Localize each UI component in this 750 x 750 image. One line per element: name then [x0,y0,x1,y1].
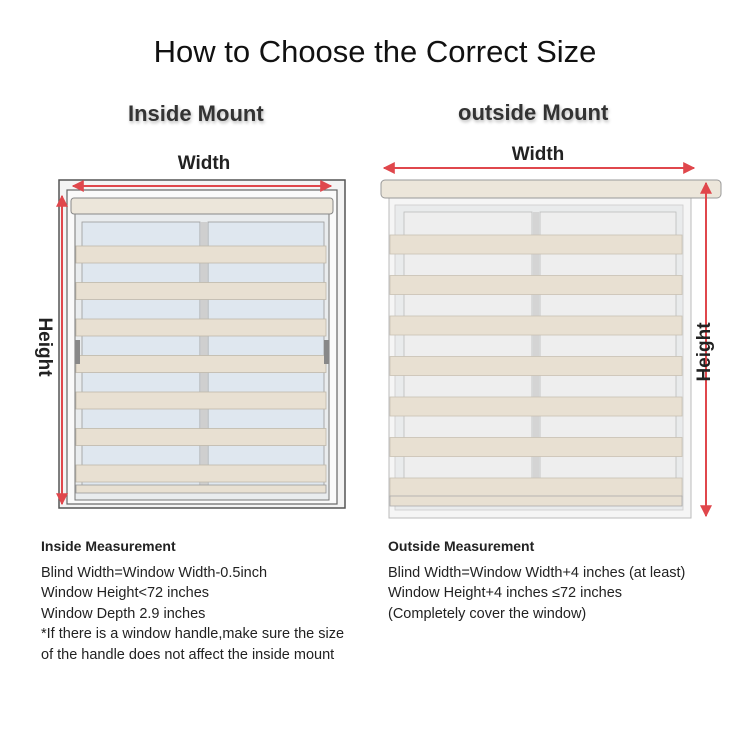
outside-line: Window Height+4 inches ≤72 inches [388,585,623,601]
inside-line: of the handle does not affect the inside mount [41,646,335,663]
blind-stripe [76,392,326,409]
inside-headrail [71,198,333,214]
blind-stripe [390,397,682,416]
blind-stripe [76,465,326,482]
inside-mount-window [59,180,345,508]
right-window-handle [324,340,329,364]
outside-mount-window [381,180,721,518]
inside-line: Window Depth 2.9 inches [41,605,206,622]
inside-measurement-heading: Inside Measurement [41,538,176,554]
inside-bottom-rail [76,485,326,493]
page-title: How to Choose the Correct Size [153,34,597,69]
blind-stripe [76,356,326,373]
outside-measurement-block [388,536,738,624]
inside-line: Blind Width=Window Width-0.5inch [41,564,268,581]
outside-line: Blind Width=Window Width+4 inches (at least) [388,564,686,581]
outside-height-label: Height [694,322,715,382]
inside-measurement-block [41,536,371,665]
outside-line: (Completely cover the window) [388,605,587,622]
blind-stripe [390,478,682,497]
blind-stripe [390,235,682,254]
outside-bottom-rail [390,496,682,506]
blind-stripe [390,276,682,295]
outside-headrail [381,180,721,198]
blind-stripe [76,283,326,300]
blind-stripe [390,316,682,335]
left-window-handle [75,340,80,364]
blind-stripe [76,319,326,336]
outside-mount-label: outside Mount [458,100,609,125]
inside-line: Window Height<72 inches [41,585,210,601]
blind-stripe [76,246,326,263]
blind-stripe [390,357,682,376]
blind-stripe [390,438,682,457]
outside-width-label: Width [511,144,565,165]
inside-mount-label: Inside Mount [128,101,264,126]
inside-width-label: Width [177,153,231,174]
blind-stripe [76,429,326,446]
inside-line: *If there is a window handle,make sure the size [41,626,345,642]
outside-measurement-heading: Outside Measurement [388,538,535,554]
inside-height-label: Height [34,317,55,377]
